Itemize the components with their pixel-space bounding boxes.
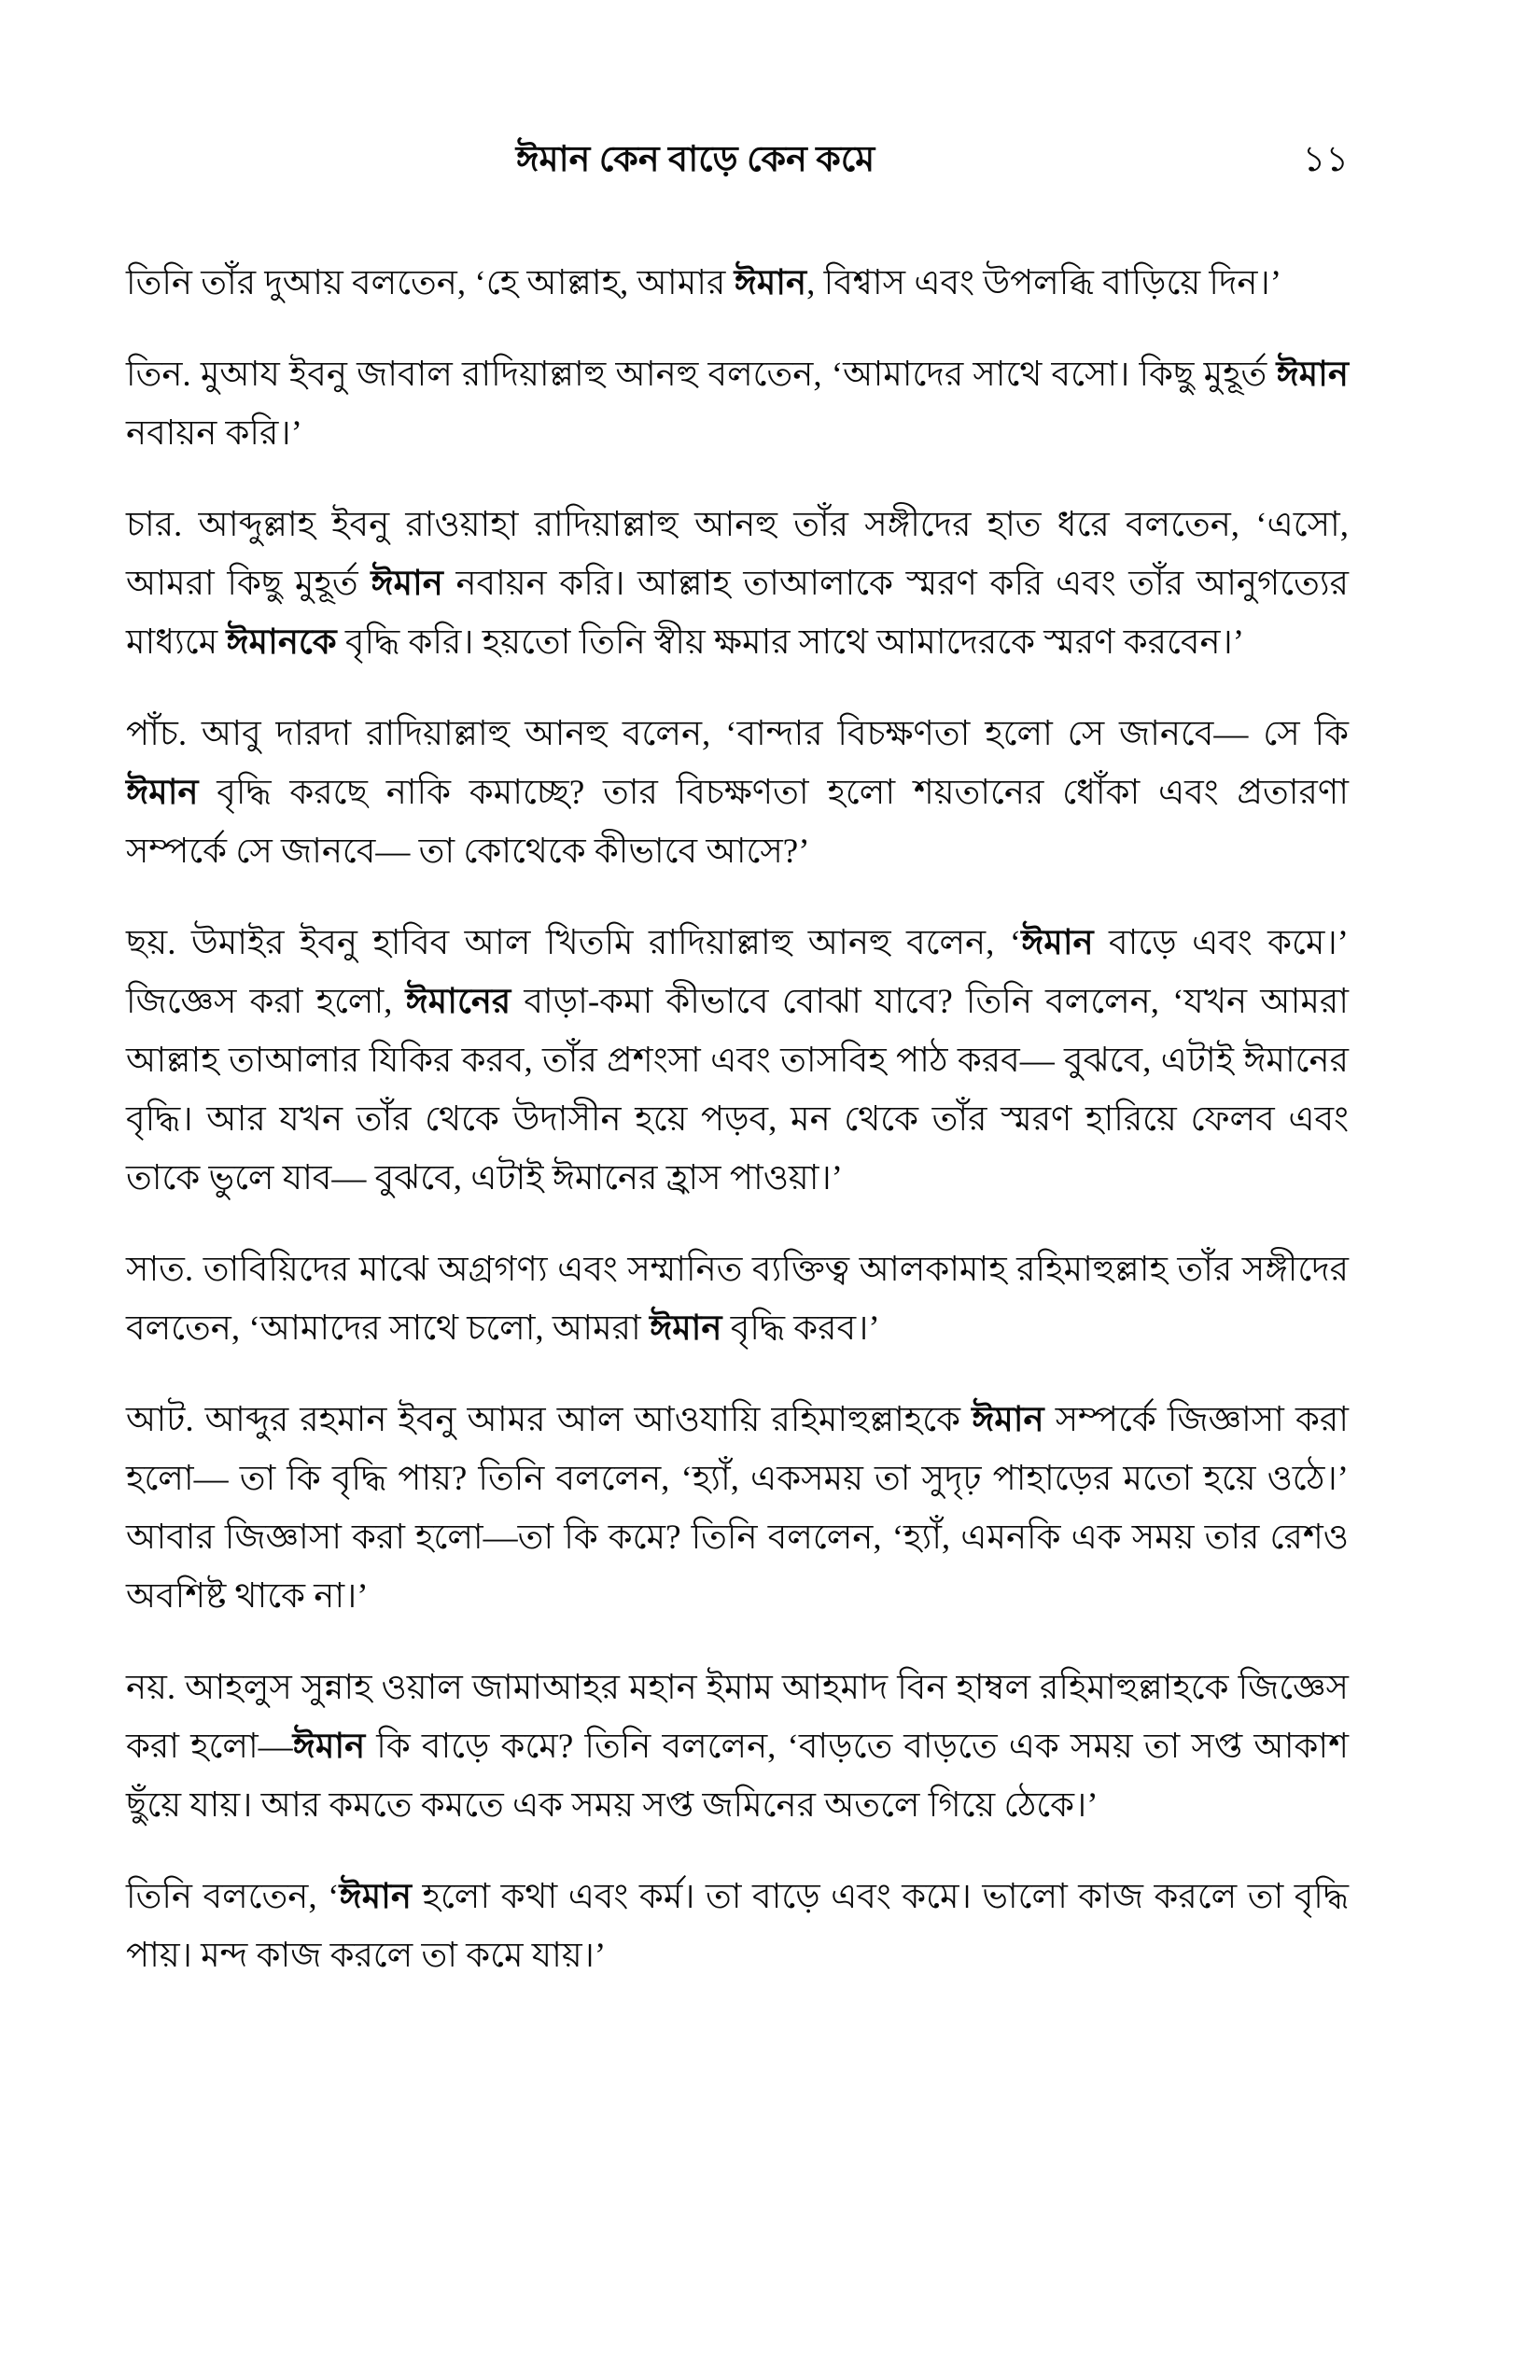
emphasis-term: ঈমানের [405,983,511,1021]
running-header [126,138,1349,181]
text-run: আট. আব্দুর রহমান ইবনু আমর আল আওযায়ি রহিমাহুল্লাহকে [126,1401,973,1439]
page-body [126,254,1349,1985]
emphasis-term: ঈমান [371,565,443,603]
text-run: বাড়া-কমা কীভাবে বোঝা যাবে? তিনি বললেন, ‘যখন আমরা আল্লাহ তাআলার যিকির করব, তাঁর প্রশংসা এবং তাসবিহ পাঠ করব— বুঝবে, এটাই ঈমানের বৃদ্ধি। আর যখন তাঁর থেকে উদাসীন হয়ে পড়ব, মন থেকে তাঁর স্মরণ হারিয়ে ফেলব এবং তাকে ভুলে যাব— বুঝবে, এটাই ঈমানের হ্রাস পাওয়া।’ [126,983,1349,1197]
paragraph [126,914,1349,1208]
paragraph [126,1391,1349,1626]
text-run: তিন. মুআয ইবনু জাবাল রাদিয়াল্লাহু আনহু বলতেন, ‘আমাদের সাথে বসো। কিছু মুহূর্ত [126,356,1277,394]
text-run: পাঁচ. আবু দারদা রাদিয়াল্লাহু আনহু বলেন, ‘বান্দার বিচক্ষণতা হলো সে জানবে— সে কি [126,715,1349,753]
page-number: ১১ [1302,140,1349,179]
emphasis-term: ঈমান [1276,356,1349,394]
text-run: কি বাড়ে কমে? তিনি বললেন, ‘বাড়তে বাড়তে এক সময় তা সপ্ত আকাশ ছুঁয়ে যায়। আর কমতে কমতে এক সময় সপ্ত জমিনের অতলে গিয়ে ঠেকে।’ [126,1728,1349,1825]
text-run: বৃদ্ধি করব।’ [721,1309,880,1348]
text-run: বৃদ্ধি করি। হয়তো তিনি স্বীয় ক্ষমার সাথে আমাদেরকে স্মরণ করবেন।’ [336,623,1245,662]
emphasis-term: ঈমান [1021,924,1094,962]
emphasis-term: ঈমান [126,774,199,812]
text-run: চার. আব্দুল্লাহ ইবনু রাওয়াহা রাদিয়াল্লাহু আনহু তাঁর সঙ্গীদের হাত ধরে বলতেন, ‘এসো, আমরা কিছু মুহূর্ত [126,506,1349,603]
paragraph [126,496,1349,672]
paragraph [126,705,1349,881]
emphasis-term: ঈমান [734,264,807,302]
text-run: তিনি তাঁর দুআয় বলতেন, ‘হে আল্লাহ, আমার [126,264,735,302]
emphasis-term: ঈমান [292,1728,366,1766]
emphasis-term: ঈমান [649,1309,722,1348]
paragraph [126,345,1349,463]
text-run: বৃদ্ধি করছে নাকি কমাচ্ছে? তার বিচক্ষণতা হলো শয়তানের ধোঁকা এবং প্রতারণা সম্পর্কে সে জানবে— তা কোথেকে কীভাবে আসে?’ [126,774,1349,871]
text-run: সাত. তাবিয়িদের মাঝে অগ্রগণ্য এবং সম্মানিত ব্যক্তিত্ব আলকামাহ রহিমাহুল্লাহ তাঁর সঙ্গীদের বলতেন, ‘আমাদের সাথে চলো, আমরা [126,1251,1349,1348]
paragraph [126,254,1349,313]
text-run: নবায়ন করি। আল্লাহ তাআলাকে স্মরণ করি এবং তাঁর আনুগত্যের মাধ্যমে [126,565,1349,662]
paragraph [126,1240,1349,1358]
text-run: নয়. আহলুস সুন্নাহ ওয়াল জামাআহর মহান ইমাম আহমাদ বিন হাম্বল রহিমাহুল্লাহকে জিজ্ঞেস করা হলো— [126,1669,1349,1766]
paragraph [126,1868,1349,1985]
text-run: নবায়ন করি।’ [126,414,302,453]
chapter-title: ঈমান কেন বাড়ে কেন কমে [515,140,875,179]
text-run: তিনি বলতেন, ‘ [126,1878,340,1916]
text-run: সম্পর্কে জিজ্ঞাসা করা হলো— তা কি বৃদ্ধি পায়? তিনি বললেন, ‘হ্যাঁ, একসময় তা সুদৃঢ় পাহাড়ের মতো হয়ে ওঠে।’ আবার জিজ্ঞাসা করা হলো—তা কি কমে? তিনি বললেন, ‘হ্যাঁ, এমনকি এক সময় তার রেশও অবশিষ্ট থাকে না।’ [126,1401,1349,1616]
paragraph [126,1659,1349,1835]
emphasis-term: ঈমান [972,1401,1044,1439]
text-run: হলো কথা এবং কর্ম। তা বাড়ে এবং কমে। ভালো কাজ করলে তা বৃদ্ধি পায়। মন্দ কাজ করলে তা কমে যায়।’ [126,1878,1350,1975]
text-run: , বিশ্বাস এবং উপলব্ধি বাড়িয়ে দিন।’ [806,264,1282,302]
text-run: বাড়ে এবং কমে।’ জিজ্ঞেস করা হলো, [126,924,1350,1021]
emphasis-term: ঈমানকে [226,623,337,662]
text-run: ছয়. উমাইর ইবনু হাবিব আল খিতমি রাদিয়াল্লাহু আনহু বলেন, ‘ [126,924,1022,962]
emphasis-term: ঈমান [339,1878,412,1916]
